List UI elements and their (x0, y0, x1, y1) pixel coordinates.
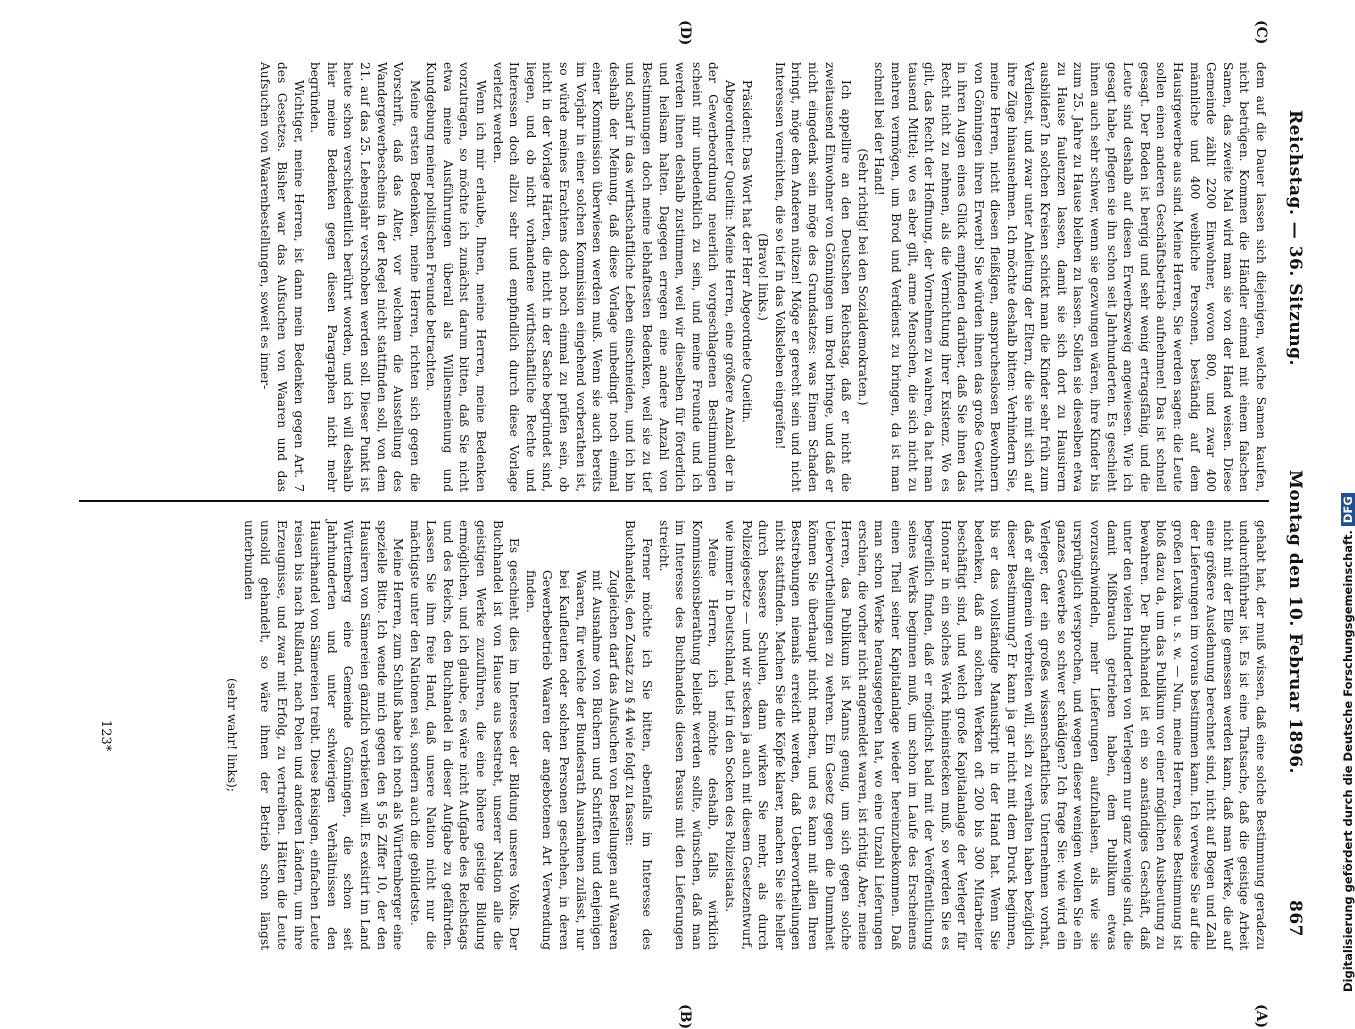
margin-marker-c: (C) (1253, 20, 1269, 45)
paragraph: Abgeordneter Queitin: Meine Herren, eine größere Anzahl der in der Gewerbeordnung neuerlich vorgeschlagenen Bestimmungen scheint mir unbedenklich zu sein, und meine Freunde und ich werden ihnen deshalb zustimmen, weil wir dieselben für förderlich und heilsam halten. Dagegen erregen eine andere Anzahl von Bestimmungen doch meine lebhaftesten Bedenken, weil sie zu tief und scharf in das wirthschaftliche Leben einschneiden, und ich bin deshalb der Meinung, daß diese Vorlage unbedingt noch einmal einer Kommission überwiesen werden muß. Wenn sie auch bereits im Vorjahr in einer solchen Kommission eingehend vorberathen ist, so würde meines Erachtens doch noch einmal zu prüfen sein, ob nicht in der Vorlage Härten, die nicht in der Sache begründet sind, liegen, und ob nicht vorhandene wirthschaftliche Rechte und Interessen doch allzu sehr und empfindlich durch diese Vorlage verletzt werden. (490, 62, 737, 492)
digitization-text: Digitalisierung gefördert durch die Deutsche Forschungsgemeinschaft. (1341, 530, 1355, 992)
header-date: Montag den 10. Februar 1896. (1285, 470, 1305, 774)
margin-marker-a: (A) (1253, 1004, 1269, 1029)
paragraph: gehabt hat, der muß wissen, daß eine solche Bestimmung geradezu undurchführbar ist. Es ist eine Thatsache, daß die geistige Arbeit nicht mit der Elle gemessen werden kann, daß man Werke, die auf eine größere Ausdehnung berechnet sind, nicht auf Bogen und Zahl der Lieferungen im voraus bestimmen kann. Ich verweise Sie auf die großen Lexika u. s. w. — Nun, meine Herren, diese Bestimmung ist bloß dazu da, um das Publikum vor einer möglichen Ausbeutung zu bewahren. Der Buchhandel ist ein so anständiges Geschäft, daß unter den vielen Hunderten von Verlegern nur ganz wenige sind, die damit Mißbrauch getrieben haben, dem Publikum etwas vorzuschwindeln, mehr Lieferungen aufzuhalsen, als wie sie ursprünglich versprochen, und wegen dieser wenigen wollen Sie ein ganzes Gewerbe so schwer schädigen? Ich frage Sie: wie wird ein Verleger, der ein großes wissenschaftliches Unternehmen vorhat, daß er allgemein verbreiten will, sich zu verhalten haben bezüglich dieser Bestimmung? Er kann ja gar nicht mit dem Druck beginnen, bis er das vollständige Manuskript in der Hand hat. Wenn Sie bedenken, daß an solchen Werken oft 200 bis 300 Mitarbeiter beschäftigt sind, und welch große Kapitalanlage der Verleger für Honorar in ein solches Werk hineinstecken muß, so werden Sie es begreiflich finden, daß er möglichst bald mit der Veröffentlichung seines Werks beginnen muß, um schon im Laufe des Erscheinens einen Theil seiner Kapitalanlage wieder hereinzubekommen. Daß man schon Werke herausgegeben hat, wo eine Unzahl Lieferungen erschien, die vorher nicht angemeldet waren, ist richtig. Aber, meine Herren, das Publikum ist Manns genug, um sich gegen solche Uebervortheilungen zu wehren. Ein Gesetz gegen die Dummheit können Sie überhaupt nicht machen, und es kann mit allen Ihren Bestrebungen niemals erreicht werden, daß Uebervortheilungen nicht stattfinden. Machen Sie die Köpfe klarer, machen Sie sie heller durch bessere Schulen, dann wirken Sie mehr, als durch Polizeigesetze — und wir stecken ja auch mit diesem Gesetzentwurf, wie immer in Deutschland, tief in den Socken des Polizeistaats. (723, 520, 1268, 950)
margin-marker-b: (B) (677, 1004, 693, 1029)
paragraph: Ferner möchte ich Sie bitten, ebenfalls im Interesse des Buchhandels, den Zusatz zu § 44 wie folgt zu fassen: (623, 520, 655, 950)
applause-note: (Bravo! links.) (756, 233, 771, 321)
left-column (89, 520, 1269, 950)
paragraph: Meine Herren, ich möchte deshalb, falls wirklich Kommissionsberathung beliebt werden sollte, wünschen, daß man im Interesse des Buchhandels diesen Passus mit den Lieferungen streicht. (656, 520, 721, 950)
header-session: Reichstag. — 36. Sitzung. (1285, 110, 1305, 366)
paragraph: Es geschieht dies im Interesse der Bildung unseres Volks. Der Buchhandel ist von Hause aus bestrebt, unserer Nation alle die geistigen Werke zuzuführen, die eine höhere geistige Bildung ermöglichen, und ich glaube, es wäre nicht Aufgabe des Reichstags und des Reichs, den Buchhandel in dieser Aufgabe zu gefährden. Lassen Sie ihm freie Hand, daß unsere Nation nicht nur die mächtigste unter den Nationen sei, sondern auch die gebildetste. (407, 520, 522, 950)
paragraph: Meine ersten Bedenken, meine Herren, richten sich gegen die Vorschrift, daß das Alter, vor welchem die Ausstellung des Wandergewerbescheins in der Regel nicht stattfinden soll, von dem 21. auf das 25. Lebensjahr verschoben werden soll. Dieser Punkt ist heute schon verschiedentlich berührt worden, und ich will deshalb hier meine Bedenken gegen diesen Paragraphen nicht mehr begründen. (308, 62, 422, 492)
applause-note: (sehr wahr! links); (225, 677, 240, 793)
page-number: 867 (1285, 900, 1305, 937)
column-divider (79, 500, 1269, 502)
page-code: 123* (98, 720, 113, 752)
page-header (1283, 0, 1313, 1000)
paragraph: dem auf die Dauer lassen sich diejenigen, welche Samen kaufen, nicht betrügen. Kommen die Händler einmal mit einem falschen Samen, das zweite Mal wird man sie von der Hand weisen. Diese Gemeinde zählt 2200 Einwohner, wovon 800, und zwar 400 männliche und 400 weibliche Personen, beständig auf dem Hausirgewerbe aus sind. Meine Herren, Sie werden sagen: die Leute sollen einen anderen Geschäftsbetrieb aufnehmen! Das ist schnell gesagt. Der Boden ist bergig und sehr wenig ertragsfähig, und die Leute sind deshalb auf diesen Erwerbszweig angewiesen. Wie ich gesagt habe, pflegen sie ihn schon seit Jahrhunderten. Es geschieht ihnen auch sehr schwer, wenn sie gezwungen wären, ihre Kinder bis zum 25. Jahre zu Hause bleiben zu lassen. Sollen sie dieselben etwa zu Hause faulenzen lassen, damit sie sich dort zu Hausirern ausbilden? In solchen Kreisen schickt man die Kinder sehr früh zum Verdienst, und zwar unter Anleitung der Eltern, die sie mit sich auf ihre Züge hinausnehmen. Ich möchte deshalb bitten: Verhindern Sie, meine Herren, nicht diesen fleißigen, ansprucheslosen Bewohnern von Gönningen ihren Erwerb! Sie würden ihnen das große Gewicht in ihren Augen eines Glück empfinden darüber, daß Sie ihnen das Recht nicht zu nehmen, als die Vernichtung ihrer Existenz. Wo es gilt, das Recht der Hoffnung, der Vornehmen zu wahren, da hat man tausend Mittel; wo es aber gilt, arme Menschen, die sich nicht zu mehren vermögen, um Brod und Verdienst zu bringen, da ist man schnell bei der Hand! (872, 62, 1268, 492)
margin-marker-d: (D) (677, 20, 693, 46)
paragraph: Wichtiger, meine Herren, ist dann mein Bedenken gegen Art. 7 des Gesetzes. Bisher war das Aufsuchen von Waaren und das Aufsuchen von Waarenbestellungen, soweit es inner- (258, 62, 306, 492)
paragraph: Wenn ich mir erlaube, Ihnen, meine Herren, meine Bedenken vorzutragen, so möchte ich zunächst darum bitten, daß Sie nicht etwa meine Ausführungen überall als Willensmeinung und Kundgebung meiner politischen Freunde betrachten. (424, 62, 489, 492)
paragraph: Ich appellire an den Deutschen Reichstag, daß er nicht die zweitausend Einwohner von Gönningen um Brod bringe, und daß er nicht eingedenk sein möge des Grundsatzes: was Einem Schaden bringt, möge dem Anderen nützen! Möge er gerecht sein und nicht Interessen vernichten, die so tief in das Volksleben eingreifen! (772, 62, 854, 492)
president-note: Präsident: Das Wort hat der Herr Abgeordnete Queitin. (739, 80, 754, 424)
quoted-amendment: Zugleichen darf das Aufsuchen von Bestellungen auf Waaren mit Ausnahme von Büchern und Schriften und denjenigen Waaren, für welche der Bundesrath Ausnahmen zulässt, nur bei Kaufleuten oder solchen Personen geschehen, in deren Gewerbebetrieb Waaren der angebotenen Art Verwendung finden. (523, 570, 621, 950)
paragraph: Meine Herren, zum Schluß habe ich noch als Württemberger eine spezielle Bitte. Ich wende mich gegen den § 56 Ziffer 10, der den Hausirern von Sämereien gänzlich verbieten will. Es existirt im Land Württemberg eine Gemeinde Gönningen, die schon seit Jahrhunderten und unter schwierigen Verhältnissen den Hausirhandel von Sämereien treibt. Diese Reisigen, einfachen Leute reisen bis nach Rußland, nach Polen und anderen Ländern, um ihre Erzeugnisse, und zwar mit Erfolg, zu vertreiben. Hätten die Leute unsolid gehandelt, so wäre ihnen der Betrieb schon längst unterbunden (241, 520, 406, 950)
dfg-logo: DFG (1341, 493, 1355, 526)
right-column (89, 62, 1269, 492)
digitization-note (1341, 493, 1355, 992)
applause-note: (Sehr richtig! bei den Sozialdemokraten.) (855, 148, 870, 406)
